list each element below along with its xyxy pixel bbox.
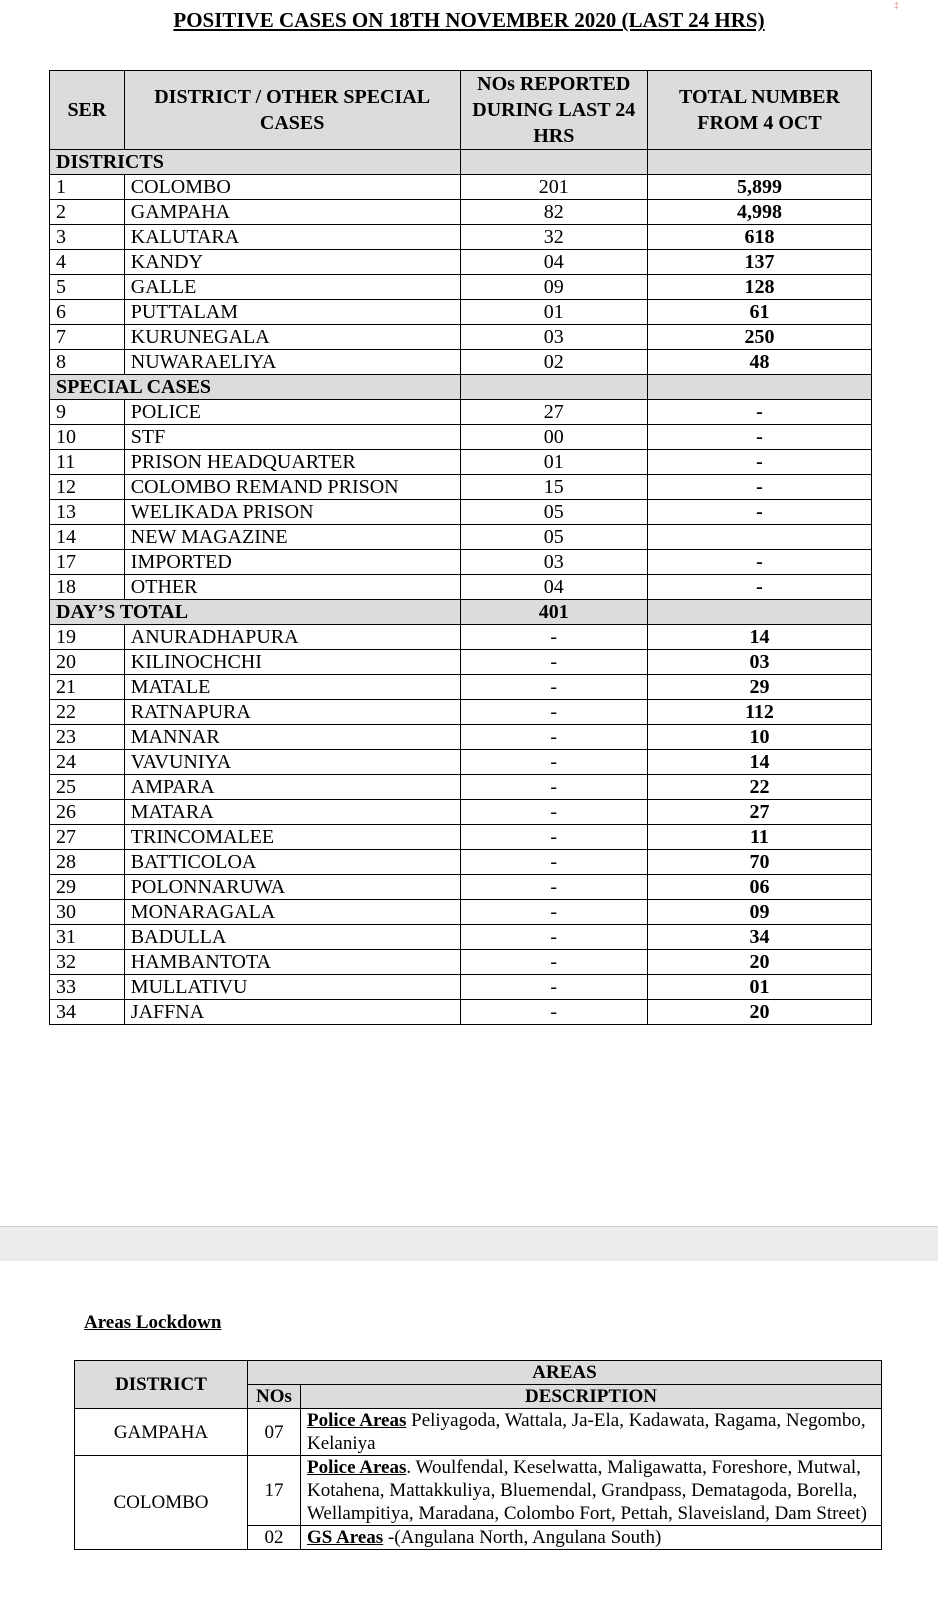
total-cell: 14 bbox=[647, 750, 871, 775]
last-24-cell: 27 bbox=[460, 400, 647, 425]
table-row bbox=[50, 775, 872, 800]
table-row bbox=[50, 500, 872, 525]
total-cell: 09 bbox=[647, 900, 871, 925]
table-row bbox=[50, 350, 872, 375]
total-cell: 128 bbox=[647, 275, 871, 300]
ser-cell: 10 bbox=[50, 425, 125, 450]
lockdown-district: GAMPAHA bbox=[75, 1409, 248, 1456]
last-24-cell: 09 bbox=[460, 275, 647, 300]
total-cell: - bbox=[647, 425, 871, 450]
lockdown-header-row bbox=[75, 1361, 882, 1385]
table-row bbox=[50, 425, 872, 450]
area-list: . Woulfendal, Keselwatta, Maligawatta, Foreshore, Mutwal, Kotahena, Mattakkuliya, Bluemendal, Grandpass, Dematagoda, Borella, Wellampitiya, Maradana, Colombo Fort, Pettah, Slaveisland, Dam Street) bbox=[307, 1457, 867, 1524]
last-24-cell: - bbox=[460, 650, 647, 675]
header-ser: SER bbox=[50, 71, 125, 150]
ser-cell: 22 bbox=[50, 700, 125, 725]
ser-cell: 25 bbox=[50, 775, 125, 800]
total-cell: 20 bbox=[647, 950, 871, 975]
table-row bbox=[50, 550, 872, 575]
district-cell: MATALE bbox=[124, 675, 460, 700]
lockdown-nos: 17 bbox=[248, 1456, 301, 1526]
last-24-cell: - bbox=[460, 950, 647, 975]
corner-mark: ‡ bbox=[894, 0, 899, 10]
total-cell: 01 bbox=[647, 975, 871, 1000]
area-type-label: Police Areas bbox=[307, 1457, 407, 1478]
section-spacer bbox=[647, 600, 871, 625]
district-cell: AMPARA bbox=[124, 775, 460, 800]
last-24-cell: 04 bbox=[460, 575, 647, 600]
section-label: DAY’S TOTAL bbox=[50, 600, 461, 625]
total-cell: 5,899 bbox=[647, 175, 871, 200]
table-header-row bbox=[50, 71, 872, 150]
page-break-band bbox=[0, 1226, 938, 1261]
lockdown-header-areas: AREAS bbox=[248, 1361, 882, 1385]
page-title: POSITIVE CASES ON 18TH NOVEMBER 2020 (LAST 24 HRS) bbox=[173, 8, 765, 32]
total-cell: 137 bbox=[647, 250, 871, 275]
table-row bbox=[50, 975, 872, 1000]
district-cell: PRISON HEADQUARTER bbox=[124, 450, 460, 475]
last-24-cell: 04 bbox=[460, 250, 647, 275]
total-cell: 29 bbox=[647, 675, 871, 700]
positive-cases-table bbox=[49, 70, 872, 1025]
last-24-cell: - bbox=[460, 925, 647, 950]
district-cell: WELIKADA PRISON bbox=[124, 500, 460, 525]
cases-body bbox=[50, 150, 872, 1025]
total-cell: 11 bbox=[647, 825, 871, 850]
last-24-cell: - bbox=[460, 850, 647, 875]
table-row bbox=[50, 725, 872, 750]
last-24-cell: 01 bbox=[460, 300, 647, 325]
ser-cell: 20 bbox=[50, 650, 125, 675]
total-cell: - bbox=[647, 500, 871, 525]
header-last-24: NOs REPORTED DURING LAST 24 HRS bbox=[460, 71, 647, 150]
total-cell: 48 bbox=[647, 350, 871, 375]
district-cell: COLOMBO REMAND PRISON bbox=[124, 475, 460, 500]
table-row bbox=[50, 275, 872, 300]
last-24-cell: 00 bbox=[460, 425, 647, 450]
total-cell: 34 bbox=[647, 925, 871, 950]
last-24-cell: 05 bbox=[460, 500, 647, 525]
table-row bbox=[50, 175, 872, 200]
header-total: TOTAL NUMBER FROM 4 OCT bbox=[647, 71, 871, 150]
district-cell: BATTICOLOA bbox=[124, 850, 460, 875]
ser-cell: 21 bbox=[50, 675, 125, 700]
total-cell: 112 bbox=[647, 700, 871, 725]
ser-cell: 5 bbox=[50, 275, 125, 300]
lockdown-row bbox=[75, 1456, 882, 1526]
section-label: SPECIAL CASES bbox=[50, 375, 461, 400]
last-24-cell: - bbox=[460, 900, 647, 925]
total-cell: - bbox=[647, 450, 871, 475]
last-24-cell: - bbox=[460, 725, 647, 750]
lockdown-header-nos: NOs bbox=[248, 1385, 301, 1409]
district-cell: MULLATIVU bbox=[124, 975, 460, 1000]
header-district: DISTRICT / OTHER SPECIAL CASES bbox=[124, 71, 460, 150]
district-cell: KANDY bbox=[124, 250, 460, 275]
last-24-cell: - bbox=[460, 675, 647, 700]
lockdown-nos: 07 bbox=[248, 1409, 301, 1456]
lockdown-row bbox=[75, 1409, 882, 1456]
district-cell: BADULLA bbox=[124, 925, 460, 950]
total-cell: - bbox=[647, 400, 871, 425]
last-24-cell: 03 bbox=[460, 550, 647, 575]
ser-cell: 3 bbox=[50, 225, 125, 250]
district-cell: VAVUNIYA bbox=[124, 750, 460, 775]
last-24-cell: - bbox=[460, 800, 647, 825]
district-cell: JAFFNA bbox=[124, 1000, 460, 1025]
district-cell: POLONNARUWA bbox=[124, 875, 460, 900]
table-row bbox=[50, 825, 872, 850]
section-row bbox=[50, 375, 872, 400]
ser-cell: 13 bbox=[50, 500, 125, 525]
last-24-cell: - bbox=[460, 975, 647, 1000]
last-24-cell: 32 bbox=[460, 225, 647, 250]
total-cell: 22 bbox=[647, 775, 871, 800]
ser-cell: 23 bbox=[50, 725, 125, 750]
district-cell: TRINCOMALEE bbox=[124, 825, 460, 850]
section-label: DISTRICTS bbox=[50, 150, 461, 175]
district-cell: MONARAGALA bbox=[124, 900, 460, 925]
district-cell: MATARA bbox=[124, 800, 460, 825]
lockdown-header-district: DISTRICT bbox=[75, 1361, 248, 1409]
ser-cell: 4 bbox=[50, 250, 125, 275]
ser-cell: 2 bbox=[50, 200, 125, 225]
table-row bbox=[50, 525, 872, 550]
district-cell: NUWARAELIYA bbox=[124, 350, 460, 375]
district-cell: KILINOCHCHI bbox=[124, 650, 460, 675]
ser-cell: 12 bbox=[50, 475, 125, 500]
total-cell: 70 bbox=[647, 850, 871, 875]
ser-cell: 29 bbox=[50, 875, 125, 900]
total-cell: 10 bbox=[647, 725, 871, 750]
total-cell: 20 bbox=[647, 1000, 871, 1025]
table-row bbox=[50, 300, 872, 325]
table-row bbox=[50, 650, 872, 675]
table-row bbox=[50, 925, 872, 950]
total-cell: 61 bbox=[647, 300, 871, 325]
district-cell: PUTTALAM bbox=[124, 300, 460, 325]
table-row bbox=[50, 475, 872, 500]
table-row bbox=[50, 625, 872, 650]
district-cell: STF bbox=[124, 425, 460, 450]
ser-cell: 31 bbox=[50, 925, 125, 950]
table-row bbox=[50, 750, 872, 775]
last-24-cell: - bbox=[460, 1000, 647, 1025]
ser-cell: 28 bbox=[50, 850, 125, 875]
section-spacer bbox=[647, 375, 871, 400]
district-cell: IMPORTED bbox=[124, 550, 460, 575]
lockdown-body bbox=[75, 1409, 882, 1550]
total-cell: 06 bbox=[647, 875, 871, 900]
last-24-cell: 05 bbox=[460, 525, 647, 550]
district-cell: COLOMBO bbox=[124, 175, 460, 200]
last-24-cell: - bbox=[460, 875, 647, 900]
ser-cell: 34 bbox=[50, 1000, 125, 1025]
lockdown-nos: 02 bbox=[248, 1526, 301, 1550]
table-row bbox=[50, 950, 872, 975]
last-24-cell: - bbox=[460, 775, 647, 800]
last-24-cell: 15 bbox=[460, 475, 647, 500]
table-row bbox=[50, 250, 872, 275]
section-row bbox=[50, 600, 872, 625]
lockdown-description bbox=[301, 1526, 882, 1550]
district-cell: KURUNEGALA bbox=[124, 325, 460, 350]
ser-cell: 11 bbox=[50, 450, 125, 475]
table-row bbox=[50, 200, 872, 225]
district-cell: NEW MAGAZINE bbox=[124, 525, 460, 550]
district-cell: MANNAR bbox=[124, 725, 460, 750]
last-24-cell: - bbox=[460, 700, 647, 725]
table-row bbox=[50, 575, 872, 600]
last-24-cell: - bbox=[460, 750, 647, 775]
ser-cell: 30 bbox=[50, 900, 125, 925]
last-24-cell: 201 bbox=[460, 175, 647, 200]
district-cell: HAMBANTOTA bbox=[124, 950, 460, 975]
total-cell: 618 bbox=[647, 225, 871, 250]
table-row bbox=[50, 900, 872, 925]
ser-cell: 6 bbox=[50, 300, 125, 325]
table-row bbox=[50, 325, 872, 350]
table-row bbox=[50, 850, 872, 875]
district-cell: RATNAPURA bbox=[124, 700, 460, 725]
last-24-cell: 03 bbox=[460, 325, 647, 350]
ser-cell: 26 bbox=[50, 800, 125, 825]
section-spacer bbox=[647, 150, 871, 175]
area-type-label: GS Areas bbox=[307, 1527, 384, 1548]
district-cell: GALLE bbox=[124, 275, 460, 300]
total-cell: 250 bbox=[647, 325, 871, 350]
last-24-cell: - bbox=[460, 825, 647, 850]
table-row bbox=[50, 400, 872, 425]
lockdown-description bbox=[301, 1456, 882, 1526]
total-cell: 4,998 bbox=[647, 200, 871, 225]
district-cell: KALUTARA bbox=[124, 225, 460, 250]
last-24-cell: 01 bbox=[460, 450, 647, 475]
district-cell: GAMPAHA bbox=[124, 200, 460, 225]
total-cell: 27 bbox=[647, 800, 871, 825]
area-list: -(Angulana North, Angulana South) bbox=[383, 1527, 662, 1548]
last-24-cell: 82 bbox=[460, 200, 647, 225]
section-row bbox=[50, 150, 872, 175]
total-cell bbox=[647, 525, 871, 550]
total-cell: - bbox=[647, 550, 871, 575]
ser-cell: 18 bbox=[50, 575, 125, 600]
ser-cell: 9 bbox=[50, 400, 125, 425]
ser-cell: 17 bbox=[50, 550, 125, 575]
ser-cell: 7 bbox=[50, 325, 125, 350]
lockdown-header-description: DESCRIPTION bbox=[301, 1385, 882, 1409]
total-cell: 14 bbox=[647, 625, 871, 650]
total-cell: - bbox=[647, 575, 871, 600]
ser-cell: 8 bbox=[50, 350, 125, 375]
ser-cell: 27 bbox=[50, 825, 125, 850]
total-cell: - bbox=[647, 475, 871, 500]
district-cell: ANURADHAPURA bbox=[124, 625, 460, 650]
ser-cell: 14 bbox=[50, 525, 125, 550]
ser-cell: 24 bbox=[50, 750, 125, 775]
last-24-cell: - bbox=[460, 625, 647, 650]
table-row bbox=[50, 1000, 872, 1025]
ser-cell: 32 bbox=[50, 950, 125, 975]
ser-cell: 1 bbox=[50, 175, 125, 200]
table-row bbox=[50, 700, 872, 725]
table-row bbox=[50, 675, 872, 700]
table-row bbox=[50, 225, 872, 250]
section-value: 401 bbox=[460, 600, 647, 625]
area-list: Peliyagoda, Wattala, Ja-Ela, Kadawata, Ragama, Negombo, Kelaniya bbox=[307, 1410, 866, 1454]
lockdown-table bbox=[74, 1360, 882, 1550]
table-row bbox=[50, 450, 872, 475]
last-24-cell: 02 bbox=[460, 350, 647, 375]
table-row bbox=[50, 875, 872, 900]
lockdown-title: Areas Lockdown bbox=[84, 1312, 222, 1333]
district-cell: OTHER bbox=[124, 575, 460, 600]
table-row bbox=[50, 800, 872, 825]
section-value bbox=[460, 150, 647, 175]
lockdown-district: COLOMBO bbox=[75, 1456, 248, 1550]
section-value bbox=[460, 375, 647, 400]
ser-cell: 19 bbox=[50, 625, 125, 650]
total-cell: 03 bbox=[647, 650, 871, 675]
district-cell: POLICE bbox=[124, 400, 460, 425]
ser-cell: 33 bbox=[50, 975, 125, 1000]
lockdown-description bbox=[301, 1409, 882, 1456]
area-type-label: Police Areas bbox=[307, 1410, 407, 1431]
